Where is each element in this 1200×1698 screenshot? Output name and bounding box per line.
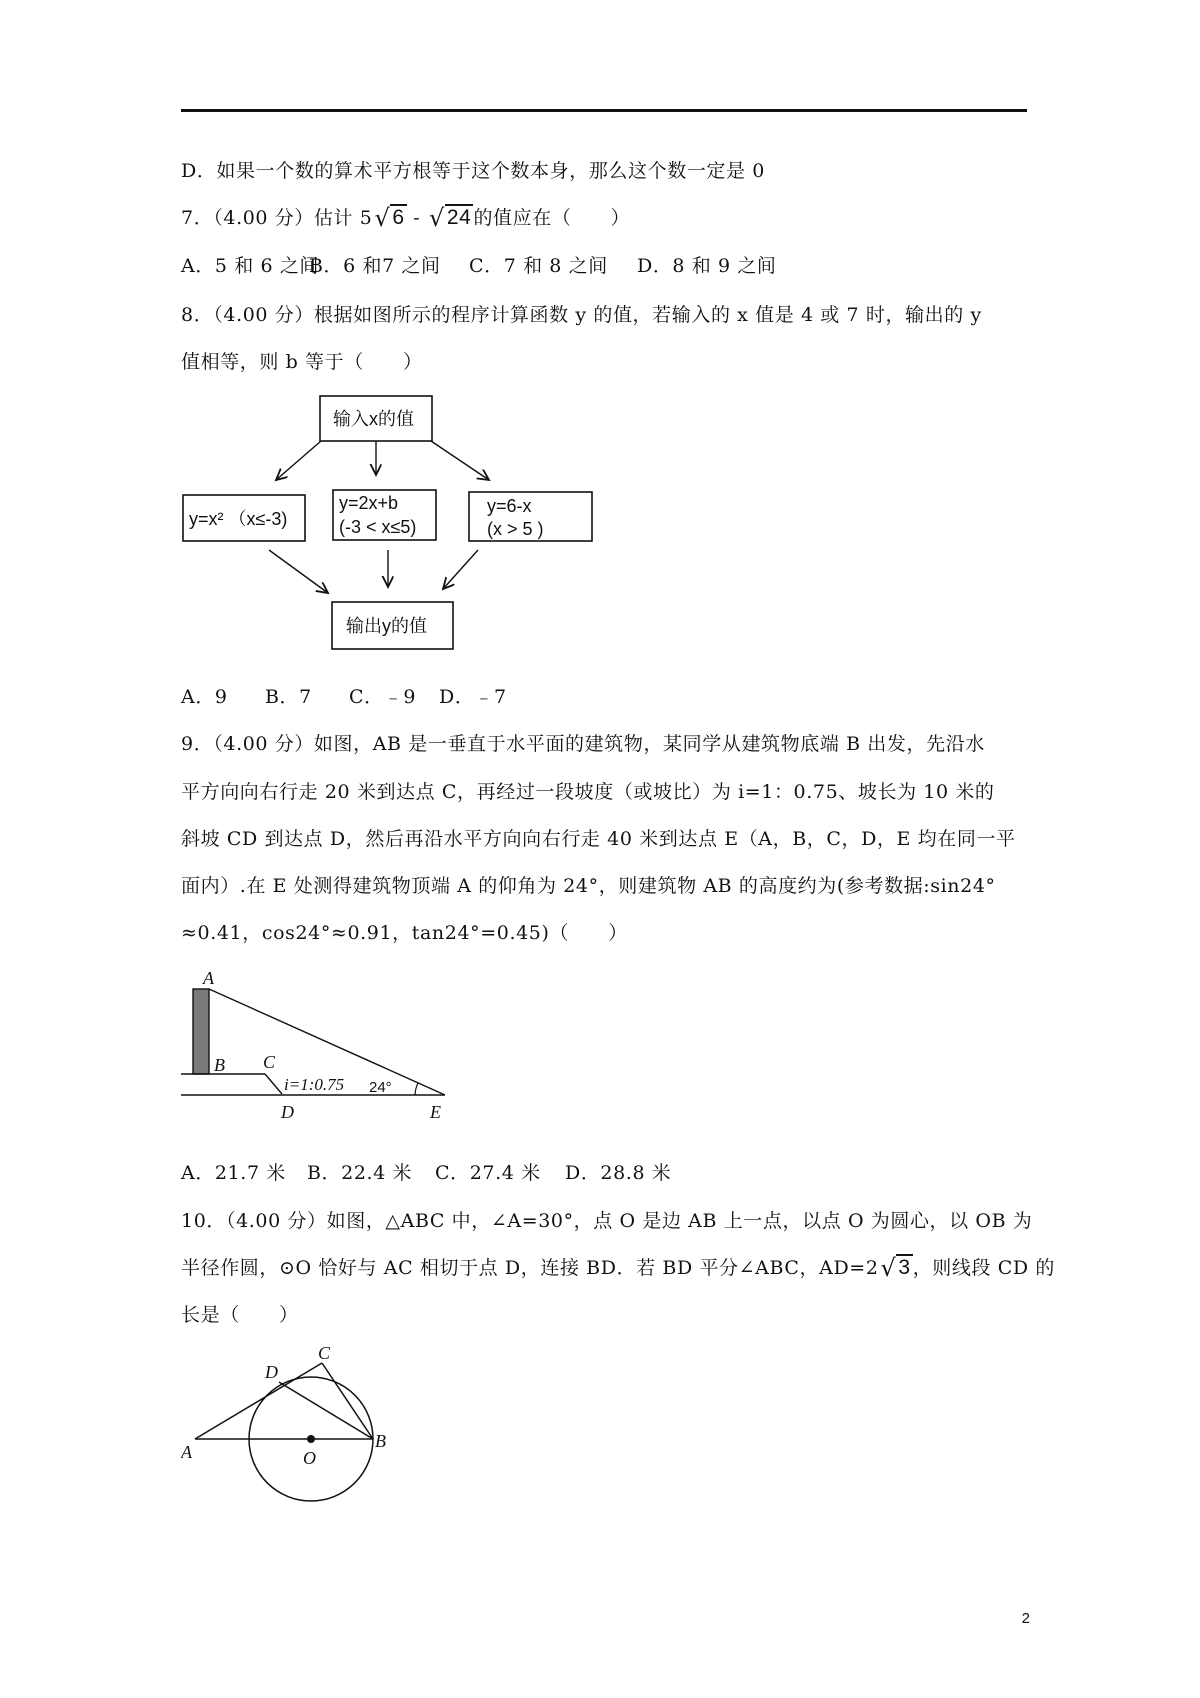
slope-cd (265, 1074, 282, 1094)
q8-option-d: D．﹣7 (439, 686, 507, 708)
building-slope-figure (181, 966, 461, 1128)
q8-stem-line1: 8．（4.00 分）根据如图所示的程序计算函数 y 的值，若输入的 x 值是 4 或 7 时，输出的 y (181, 304, 982, 326)
label-slope: i=1:0.75 (284, 1075, 345, 1094)
label-d: D (265, 1362, 278, 1382)
flow-mid-line2: (-3 < x≤5) (339, 517, 417, 537)
label-o: O (303, 1448, 316, 1468)
flow-output-text: 输出y的值 (346, 616, 427, 636)
q9-stem-line4: 面内）.在 E 处测得建筑物顶端 A 的仰角为 24°，则建筑物 AB 的高度约为(参考数据:sin24° (181, 875, 996, 897)
q10-line2-pre: 半径作圆，⊙O 恰好与 AC 相切于点 D，连接 BD．若 BD 平分∠ABC，AD=2 (181, 1257, 879, 1279)
q9-stem-line5: ≈0.41，cos24°≈0.91，tan24°=0.45)（ ） (181, 922, 628, 944)
q10-rad: 3 (898, 1256, 911, 1279)
flowchart-figure (181, 392, 601, 660)
q7-rad2: 24 (446, 206, 472, 229)
flow-right-line1: y=6-x (487, 496, 532, 516)
label-a: A (203, 968, 214, 988)
q8-option-c: C．﹣9 (349, 686, 417, 708)
angle-arc (415, 1083, 418, 1095)
q7-rad1: 6 (392, 206, 405, 229)
label-e: E (430, 1102, 441, 1122)
q9-stem-line2: 平方向向右行走 20 米到达点 C，再经过一段坡度（或坡比）为 i=1：0.75、坡长为 10 米的 (181, 781, 995, 803)
center-o-dot (307, 1435, 315, 1443)
q10-line2-post: ，则线段 CD 的 (912, 1257, 1055, 1279)
circle-triangle-figure (181, 1342, 411, 1512)
label-angle: 24° (369, 1079, 392, 1096)
flow-arrow-right-down (443, 550, 478, 589)
q10-stem-line2 (181, 1255, 1055, 1281)
q8-option-a: A．9 (181, 686, 228, 708)
q7-option-a: A．5 和 6 之间 (181, 255, 320, 277)
flow-arrow-left (276, 441, 321, 480)
q6-option-d: D．如果一个数的算术平方根等于这个数本身，那么这个数一定是 0 (181, 160, 765, 182)
q7-stem (181, 205, 630, 231)
header-rule (181, 109, 1027, 112)
flow-input-text: 输入x的值 (333, 409, 414, 429)
flow-left-text: y=x² （x≤-3) (189, 509, 288, 529)
flow-mid-line1: y=2x+b (339, 493, 399, 513)
q7-option-d: D．8 和 9 之间 (637, 255, 777, 277)
flow-arrow-right (431, 441, 489, 480)
label-a: A (181, 1442, 192, 1462)
segment-ac (195, 1363, 322, 1439)
q10-stem-line1: 10．（4.00 分）如图，△ABC 中，∠A=30°，点 O 是边 AB 上一点，以点 O 为圆心，以 OB 为 (181, 1210, 1033, 1232)
page-number: 2 (1021, 1610, 1030, 1627)
q9-options (181, 1160, 671, 1186)
q9-stem-line1: 9．（4.00 分）如图，AB 是一垂直于水平面的建筑物，某同学从建筑物底端 B 出发，先沿水 (181, 733, 985, 755)
label-c: C (318, 1343, 331, 1363)
flow-arrow-left-down (269, 550, 328, 593)
label-d: D (281, 1102, 294, 1122)
sqrt-24: √24 (428, 204, 472, 232)
label-c: C (263, 1052, 276, 1072)
q7-suffix: 的值应在（ ） (473, 207, 631, 229)
segment-cb (322, 1363, 373, 1439)
q9-option-c: C．27.4 米 (435, 1162, 541, 1184)
q9-stem-line3: 斜坡 CD 到达点 D，然后再沿水平方向向右行走 40 米到达点 E（A，B，C，D，E 均在同一平 (181, 828, 1016, 850)
flow-right-line2: (x > 5 ) (487, 519, 544, 539)
segment-db (279, 1382, 373, 1439)
q7-minus: - (406, 207, 427, 229)
q9-option-a: A．21.7 米 (181, 1162, 286, 1184)
q7-options (181, 253, 777, 279)
q9-option-b: B．22.4 米 (307, 1162, 413, 1184)
q7-option-c: C．7 和 8 之间 (469, 255, 608, 277)
q8-options (181, 684, 507, 710)
q7-option-b: B．6 和7 之间 (309, 255, 441, 277)
q8-stem-line2: 值相等，则 b 等于（ ） (181, 351, 423, 373)
label-b: B (214, 1055, 225, 1075)
sqrt-6: √6 (374, 204, 405, 232)
sqrt-3: √3 (880, 1254, 911, 1282)
q10-stem-line3: 长是（ ） (181, 1304, 299, 1326)
q9-option-d: D．28.8 米 (565, 1162, 672, 1184)
label-b: B (375, 1431, 386, 1451)
building-ab (193, 989, 209, 1074)
q8-option-b: B．7 (265, 686, 312, 708)
q7-prefix: 7．（4.00 分）估计 5 (181, 207, 373, 229)
